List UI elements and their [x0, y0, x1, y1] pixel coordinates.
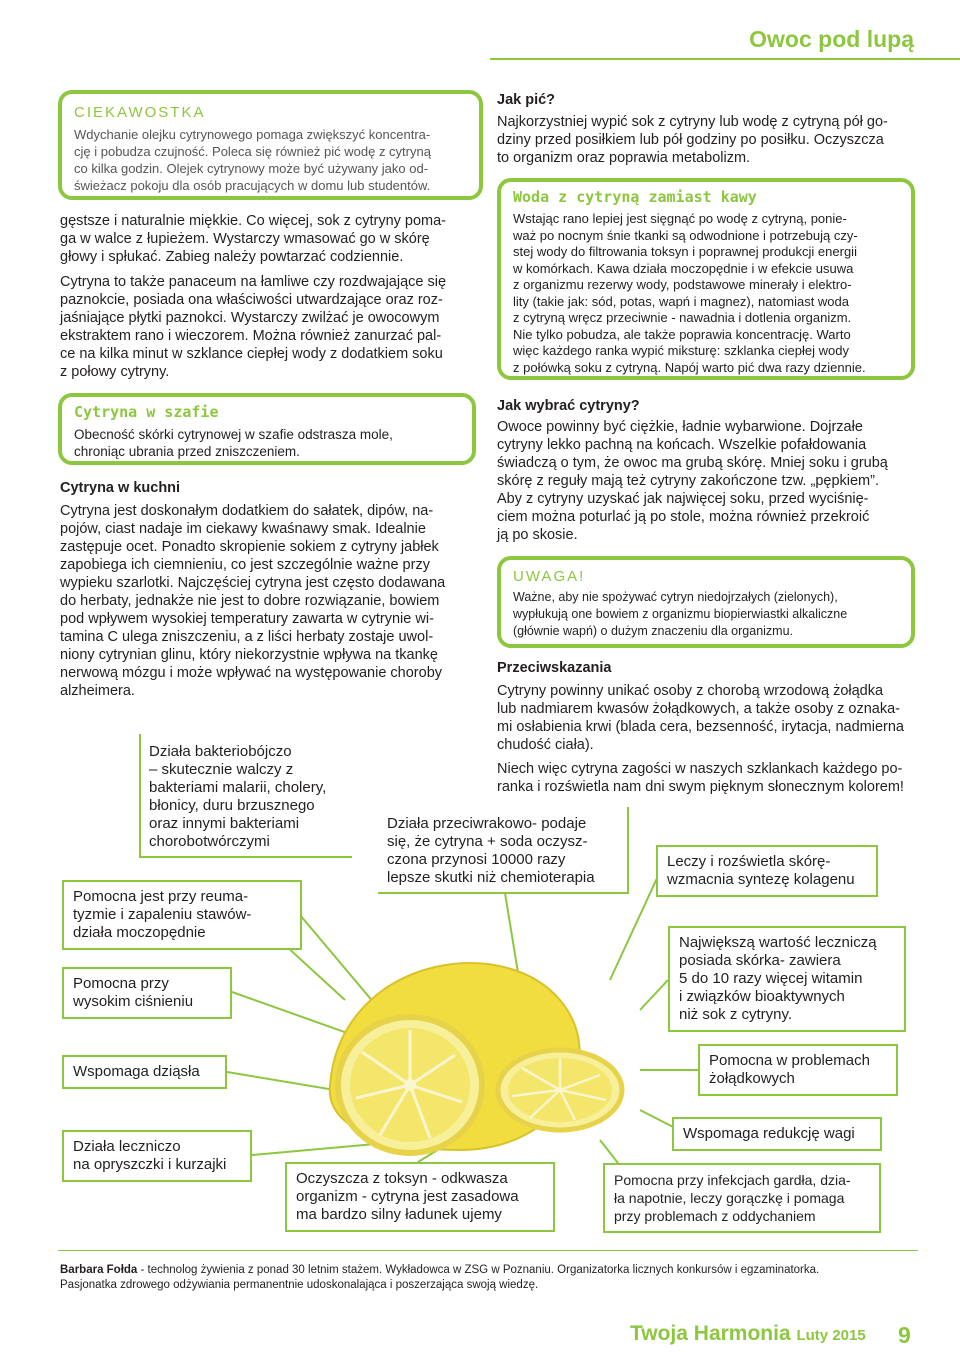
- warning-title: UWAGA!: [513, 568, 586, 585]
- nails-paragraph: Cytryna to także panaceum na łamliwe czy rozdwajające się paznokcie, posiada ona właściwości utwardzające oraz roz- jaśniające płytki paznokci. Wystarczy zwilżać je owocowym ekstraktem rano i wieczorem. Można również zanurzać pal- ce na kilka minut w szklance ciepłej wody z dodatkiem soku z połowy cytryny.: [60, 274, 447, 380]
- lemon-water-title: Woda z cytryną zamiast kawy: [513, 188, 757, 206]
- fact-cold-sores: Działa leczniczo na opryszczki i kurzajki: [62, 1130, 252, 1182]
- author-bio-line-2: Pasjonatka zdrowego odżywiania permanentnie udoskonalająca i poszerzająca swoją wiedzę.: [60, 1279, 539, 1291]
- kitchen-paragraph: Cytryna jest doskonałym dodatkiem do sałatek, dipów, na- pojów, ciast nadaje im ciekawy kwaśnawy smak. Idealnie zastępuje ocet. Ponadto skropienie sokiem z cytryny jabłek zapobiega ich ciemnieniu, co jest szczególnie ważne przy wypieku szarlotki. Najczęściej cytryna jest często dodawana do herbaty, jednakże nie jest to dobre rozwiązanie, bowiem pod wpływem wysokiej temperatury zawarta w cytrynie wi- tamina C ulega zniszczeniu, a z liści herbaty zostaje uwol- niony cytrynian glinu, który niekorzystnie wpływa na tkankę nerwową mózgu i może wpływać na występowanie choroby alzheimera.: [60, 503, 446, 699]
- author-bio-line-1: - technolog żywienia z ponad 30 letnim stażem. Wykładowca w ZSG w Poznaniu. Organizatorka licznych konkursów i egzaminatorka.: [137, 1264, 820, 1276]
- fact-stomach: Pomocna w problemach żołądkowych: [698, 1044, 898, 1096]
- wardrobe-title: Cytryna w szafie: [74, 403, 219, 421]
- fact-anticancer: Działa przeciwrakowo- podaje się, że cytryna + soda oczysz- czona przynosi 10000 razy lepsze skutki niż chemioterapia: [387, 815, 595, 886]
- lemon-water-text: Wstając rano lepiej jest sięgnąć po wodę z cytryną, ponie- waż po nocnym śnie tkanki są odwodnione i potrzebują czy- stej wody do filtrowania toksyn i poprawnej produkcji energii w komórkach. Kawa działa moczopędnie i w efekcie usuwa z organizmu rezerwy wody, podstawowe minerały i elektro- lity (takie jak: sód, potas, wapń i magnez), natomiast woda z cytryną wręcz przeciwnie - nawadnia i dotlenia organizm. Nie tylko pobudza, ale także poprawia koncentrację. Warto więc każdego ranka wypić miksturę: szklanka ciepłej wody z połówką soku z cytryną. Napój warto pić dwa razy dziennie.: [513, 211, 866, 375]
- author-name: Barbara Fołda: [60, 1264, 138, 1276]
- section-title: Owoc pod lupą: [749, 26, 914, 52]
- fact-peel: Największą wartość leczniczą posiada skórka- zawiera 5 do 10 razy więcej witamin i związków bioaktywnych niż sok z cytryny.: [668, 926, 906, 1032]
- how-to-drink-paragraph: Najkorzystniej wypić sok z cytryny lub wodę z cytryną pół go- dziny przed posiłkiem lub pół godziny po posiłku. Oczyszcza to organizm oraz poprawia metabolizm.: [497, 114, 888, 166]
- how-to-choose-heading: Jak wybrać cytryny?: [497, 398, 640, 414]
- how-to-choose-paragraph: Owoce powinny być ciężkie, ładnie wybarwione. Dojrzałe cytryny lekko pachną na końcach. Wszelkie pofałdowania świadczą o tym, że owoc ma grubą skórę. Mniej soku i grubą skórę z reguły mają też cytryny zakończone tzw. „pępkiem”. Aby z cytryny uzyskać jak najwięcej soku, przed wyciśnię- ciem można poturlać ją po stole, można również przekroić ją po skosie.: [497, 419, 888, 543]
- contraindications-paragraph: Cytryny powinny unikać osoby z chorobą wrzodową żołądka lub nadmiarem kwasów żołądkowych, a także osoby z oznaka- mi osłabienia krwi (blada cera, bezsenność, irytacja, nadmierna chudość ciała).: [497, 683, 904, 753]
- fact-toxins: Oczyszcza z toksyn - odkwasza organizm - cytryna jest zasadowa ma bardzo silny ładunek ujemy: [285, 1162, 555, 1232]
- ciekawostka-text: Wdychanie olejku cytrynowego pomaga zwiększyć koncentra- cję i pobudza czujność. Poleca się również pić wodę z cytryną co kilka godzin. Olejek cytrynowy może być używany jako od- świeżacz pokoju dla osób pracujących w domu lub studentów.: [74, 127, 431, 193]
- fact-throat: Pomocna przy infekcjach gardła, dzia- ła napotnie, leczy gorączkę i pomaga przy problemach z oddychaniem: [603, 1163, 881, 1233]
- fact-weight: Wspomaga redukcję wagi: [672, 1117, 882, 1151]
- contraindications-heading: Przeciwskazania: [497, 660, 612, 676]
- fact-gums: Wspomaga dziąsła: [62, 1055, 227, 1089]
- bakteriobojczo-frame: [130, 732, 355, 862]
- page-number: 9: [898, 1322, 911, 1348]
- magazine-issue: Luty 2015: [796, 1327, 866, 1344]
- fact-skin: Leczy i rozświetla skórę- wzmacnia syntezę kolagenu: [656, 845, 878, 897]
- fact-antibacterial: Działa bakteriobójczo – skutecznie walczy z bakteriami malarii, cholery, błonicy, duru brzusznego oraz innymi bakteriami chorobotwórczymi: [149, 743, 327, 850]
- ciekawostka-title: CIEKAWOSTKA: [74, 104, 206, 121]
- fact-rheumatism: Pomocna jest przy reuma- tyzmie i zapaleniu stawów- działa moczopędnie: [62, 880, 302, 950]
- przeciwrakowo-frame: [376, 805, 631, 895]
- kitchen-heading: Cytryna w kuchni: [60, 480, 181, 496]
- author-bio: [60, 1263, 930, 1293]
- wardrobe-text: Obecność skórki cytrynowej w szafie odstrasza mole, chroniąc ubrania przed zniszczeniem.: [74, 427, 393, 459]
- intro-paragraph: gęstsze i naturalnie miękkie. Co więcej, sok z cytryny poma- ga w walce z łupieżem. Wystarczy wmasować go w skórę głowy i spłukać. Zabieg należy powtarzać codziennie.: [60, 213, 447, 265]
- footer-rule: [58, 1250, 918, 1251]
- magazine-brand: Twoja Harmonia Luty 2015: [630, 1322, 866, 1345]
- warning-text: Ważne, aby nie spożywać cytryn niedojrzałych (zielonych), wypłukują one bowiem z organizmu biopierwiastki alkaliczne (głównie wapń) o dużym znaczeniu dla organizmu.: [513, 590, 848, 638]
- fact-blood-pressure: Pomocna przy wysokim ciśnieniu: [62, 967, 232, 1019]
- lemon-slice-icon: [498, 1050, 622, 1130]
- how-to-drink-heading: Jak pić?: [497, 92, 556, 108]
- closing-paragraph: Niech więc cytryna zagości w naszych szklankach każdego po- ranka i rozświetla nam dni swym pięknym słonecznym kolorem!: [497, 761, 904, 795]
